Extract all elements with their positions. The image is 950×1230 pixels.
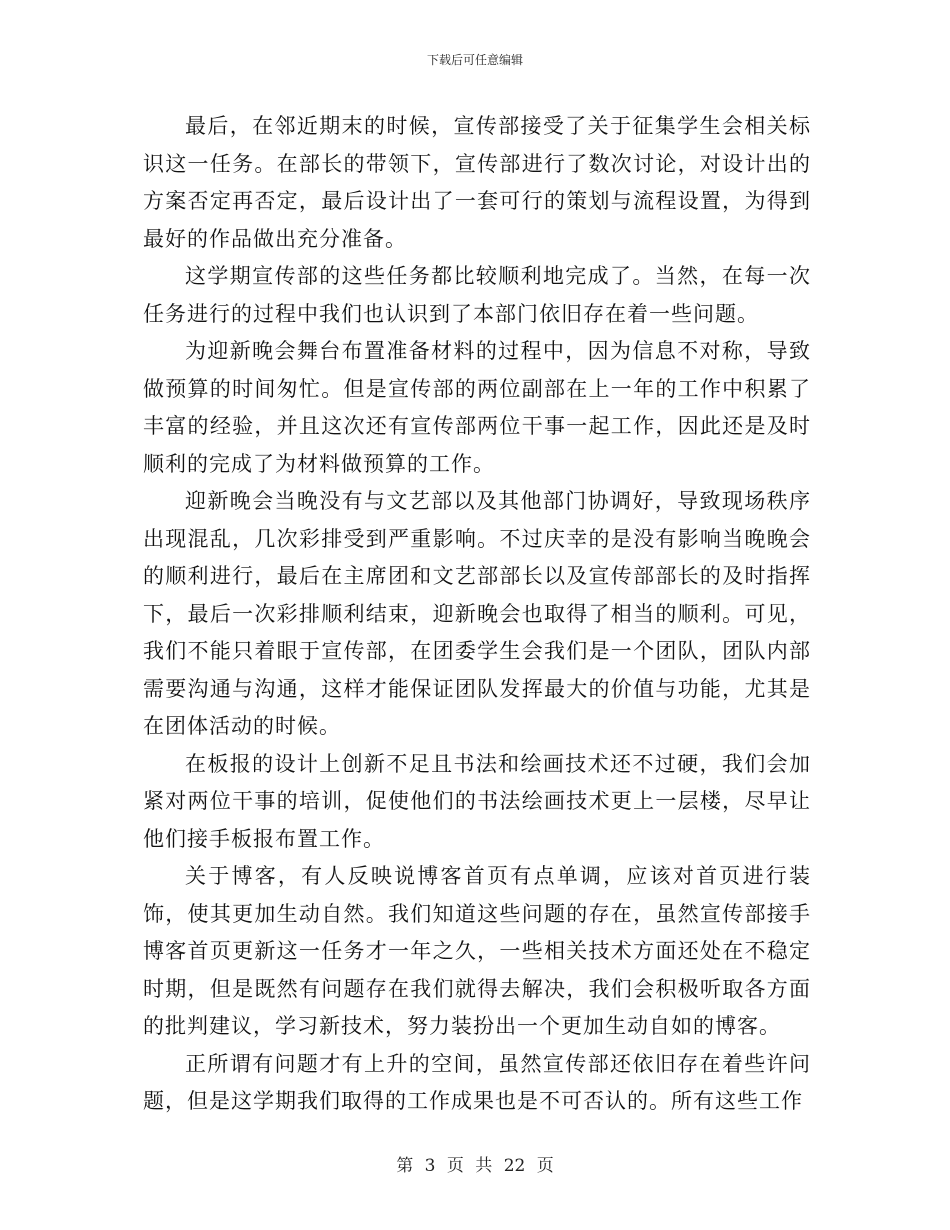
paragraph: 迎新晚会当晚没有与文艺部以及其他部门协调好，导致现场秩序出现混乱，几次彩排受到严重影响。不过庆幸的是没有影响当晚晚会的顺利进行，最后在主席团和文艺部部长以及宣传部部长的及时指挥下，最后一次彩排顺利结束，迎新晚会也取得了相当的顺利。可见，我们不能只着眼于宣传部，在团委学生会我们是一个团队，团队内部需要沟通与沟通，这样才能保证团队发挥最大的价值与功能，尤其是在团体活动的时候。 — [143, 489, 811, 738]
paragraph: 在板报的设计上创新不足且书法和绘画技术还不过硬，我们会加紧对两位干事的培训，促使他们的书法绘画技术更上一层楼，尽早让他们接手板报布置工作。 — [143, 751, 811, 851]
paragraph: 最后，在邻近期末的时候，宣传部接受了关于征集学生会相关标识这一任务。在部长的带领下，宣传部进行了数次讨论，对设计出的方案否定再否定，最后设计出了一套可行的策划与流程设置，为得到最好的作品做出充分准备。 — [143, 114, 811, 251]
paragraph: 为迎新晚会舞台布置准备材料的过程中，因为信息不对称，导致做预算的时间匆忙。但是宣传部的两位副部在上一年的工作中积累了丰富的经验，并且这次还有宣传部两位干事一起工作，因此还是及时顺利的完成了为材料做预算的工作。 — [143, 339, 811, 476]
paragraph: 关于博客，有人反映说博客首页有点单调，应该对首页进行装饰，使其更加生动自然。我们知道这些问题的存在，虽然宣传部接手博客首页更新这一任务才一年之久，一些相关技术方面还处在不稳定时期，但是既然有问题存在我们就得去解决，我们会积极听取各方面的批判建议，学习新技术，努力装扮出一个更加生动自如的博客。 — [143, 864, 811, 1038]
paragraph: 正所谓有问题才有上升的空间，虽然宣传部还依旧存在着些许问题，但是这学期我们取得的工作成果也是不可否认的。所有这些工作 — [143, 1051, 811, 1113]
paragraph: 这学期宣传部的这些任务都比较顺利地完成了。当然，在每一次任务进行的过程中我们也认识到了本部门依旧存在着一些问题。 — [143, 264, 811, 326]
header-note: 下载后可任意编辑 — [426, 53, 523, 67]
document-body — [143, 108, 811, 1121]
page-number-footer: 第 3 页 共 22 页 — [396, 1156, 554, 1176]
